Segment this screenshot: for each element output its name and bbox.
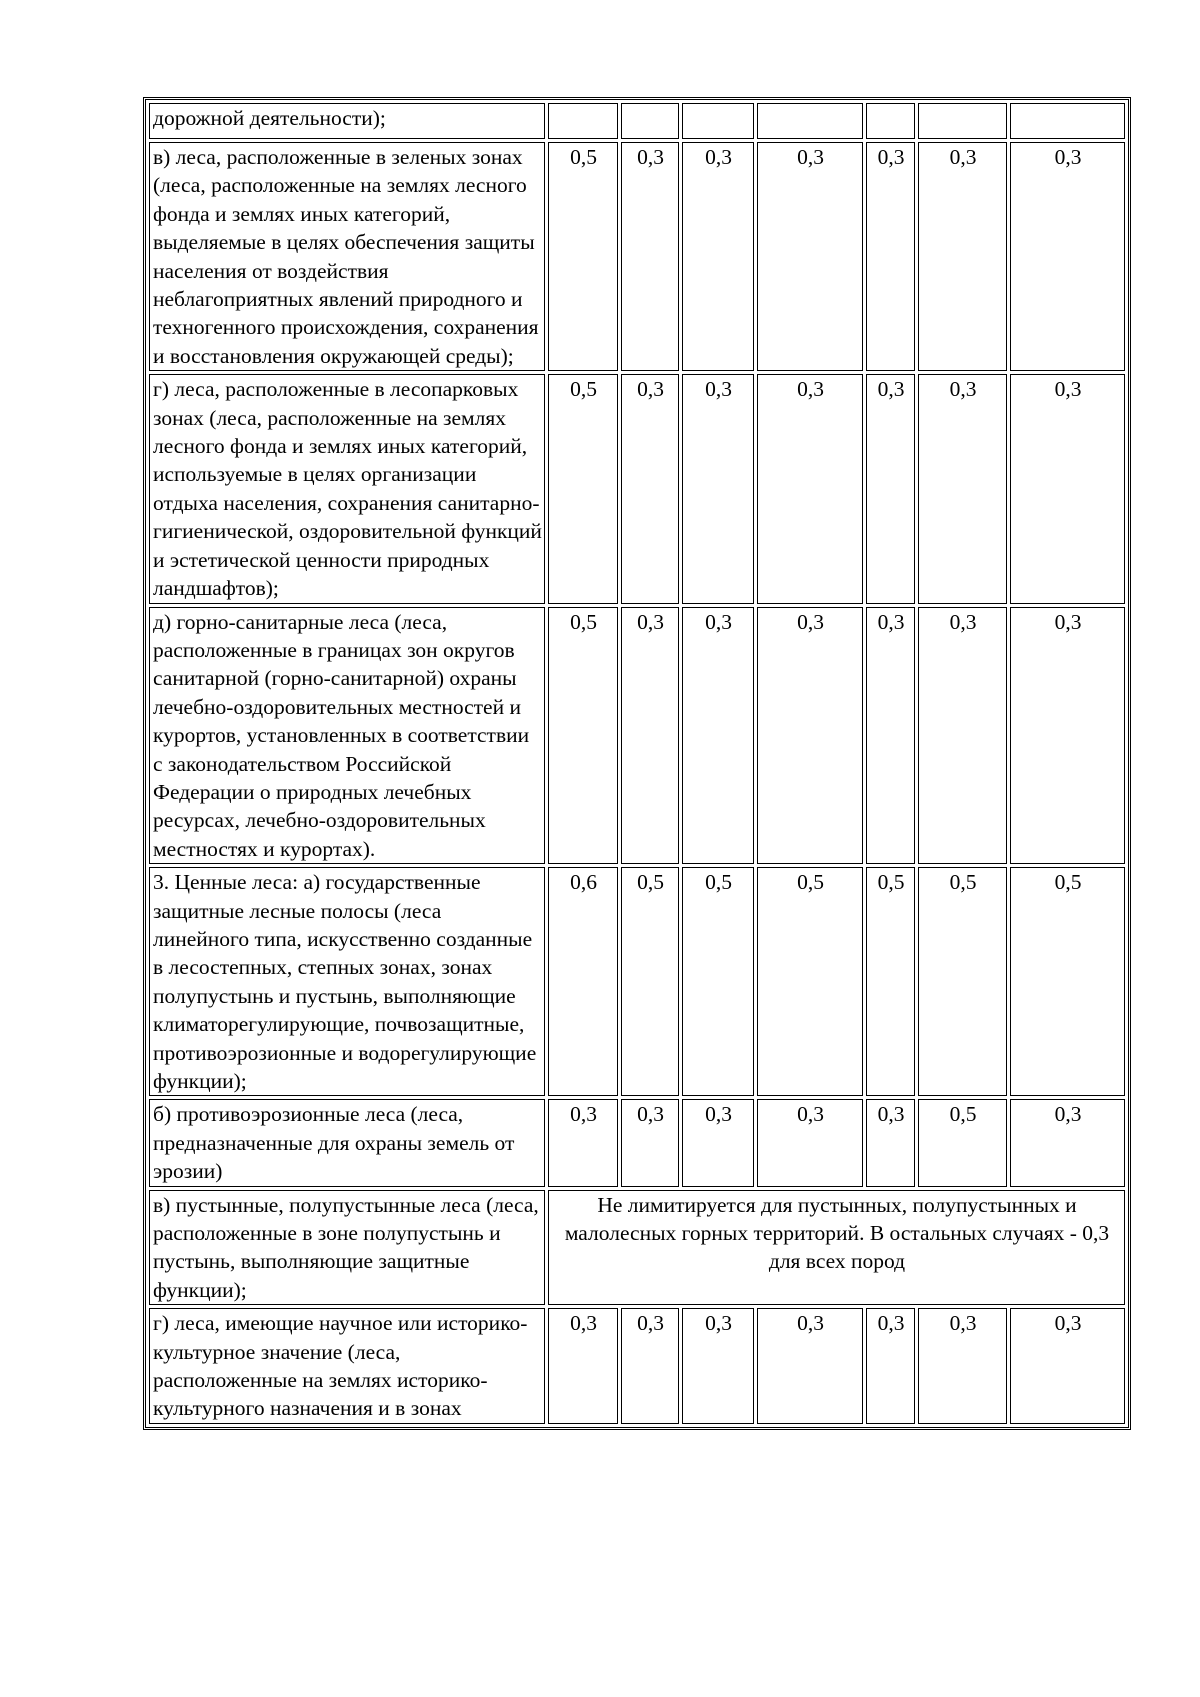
value-cell: 0,5 <box>918 867 1007 1096</box>
value-cell: 0,5 <box>621 867 679 1096</box>
value-cell: 0,3 <box>866 374 915 603</box>
value-cell: 0,3 <box>757 607 863 865</box>
value-cell: 0,3 <box>621 142 679 371</box>
value-cell <box>918 103 1007 139</box>
row-description: г) леса, имеющие научное или историко-культурное значение (леса, расположенные на землях историко-культурного назначения и в зонах <box>149 1308 545 1424</box>
value-cell <box>866 103 915 139</box>
value-cell: 0,3 <box>621 1099 679 1186</box>
value-cell: 0,3 <box>918 374 1007 603</box>
row-description: 3. Ценные леса: а) государственные защитные лесные полосы (леса линейного типа, искусственно созданные в лесостепных, степных зонах, зонах полупустынь и пустынь, выполняющие климаторегулирующие, почвозащитные, противоэрозионные и водорегулирующие функции); <box>149 867 545 1096</box>
value-cell: 0,3 <box>866 607 915 865</box>
table-row <box>149 867 1125 1096</box>
value-cell: 0,3 <box>1010 607 1125 865</box>
row-description: в) пустынные, полупустынные леса (леса, расположенные в зоне полупустынь и пустынь, выполняющие защитные функции); <box>149 1190 545 1306</box>
value-cell <box>548 103 618 139</box>
value-cell: 0,6 <box>548 867 618 1096</box>
value-cell: 0,5 <box>757 867 863 1096</box>
value-cell: 0,3 <box>621 607 679 865</box>
row-description: б) противоэрозионные леса (леса, предназначенные для охраны земель от эрозии) <box>149 1099 545 1186</box>
row-description: дорожной деятельности); <box>149 103 545 139</box>
row-description: д) горно-санитарные леса (леса, расположенные в границах зон округов санитарной (горно-санитарной) охраны лечебно-оздоровительных местностей и курортов, установленных в соответствии с законодательством Российской Федерации о природных лечебных ресурсах, лечебно-оздоровительных местностях и курортах). <box>149 607 545 865</box>
merged-value-cell: Не лимитируется для пустынных, полупустынных и малолесных горных территорий. В остальных случаях - 0,3 для всех пород <box>548 1190 1125 1306</box>
value-cell: 0,3 <box>1010 1308 1125 1424</box>
value-cell: 0,5 <box>548 374 618 603</box>
value-cell: 0,3 <box>757 1308 863 1424</box>
value-cell: 0,5 <box>918 1099 1007 1186</box>
table-row <box>149 103 1125 139</box>
value-cell: 0,3 <box>918 1308 1007 1424</box>
table-row <box>149 607 1125 865</box>
row-description: в) леса, расположенные в зеленых зонах (леса, расположенные на землях лесного фонда и землях иных категорий, выделяемые в целях обеспечения защиты населения от воздействия неблагоприятных явлений природного и техногенного происхождения, сохранения и восстановления окружающей среды); <box>149 142 545 371</box>
table-row <box>149 1190 1125 1306</box>
value-cell: 0,3 <box>682 142 754 371</box>
value-cell: 0,3 <box>918 607 1007 865</box>
value-cell: 0,5 <box>1010 867 1125 1096</box>
value-cell: 0,3 <box>682 1099 754 1186</box>
value-cell: 0,5 <box>548 142 618 371</box>
value-cell: 0,3 <box>866 1099 915 1186</box>
value-cell: 0,3 <box>757 1099 863 1186</box>
table-row <box>149 1308 1125 1424</box>
value-cell: 0,3 <box>757 142 863 371</box>
value-cell: 0,3 <box>1010 142 1125 371</box>
value-cell: 0,5 <box>866 867 915 1096</box>
value-cell: 0,3 <box>621 374 679 603</box>
value-cell: 0,3 <box>682 607 754 865</box>
value-cell: 0,3 <box>918 142 1007 371</box>
value-cell: 0,3 <box>621 1308 679 1424</box>
value-cell: 0,3 <box>682 374 754 603</box>
value-cell: 0,5 <box>682 867 754 1096</box>
value-cell <box>1010 103 1125 139</box>
row-description: г) леса, расположенные в лесопарковых зонах (леса, расположенные на землях лесного фонда и землях иных категорий, используемые в целях организации отдыха населения, сохранения санитарно-гигиенической, оздоровительной функций и эстетической ценности природных ландшафтов); <box>149 374 545 603</box>
value-cell <box>682 103 754 139</box>
norms-table <box>143 97 1131 1430</box>
table-row <box>149 142 1125 371</box>
table-row <box>149 1099 1125 1186</box>
value-cell: 0,3 <box>757 374 863 603</box>
value-cell: 0,5 <box>548 607 618 865</box>
value-cell: 0,3 <box>1010 374 1125 603</box>
value-cell: 0,3 <box>548 1099 618 1186</box>
value-cell <box>757 103 863 139</box>
value-cell: 0,3 <box>548 1308 618 1424</box>
value-cell: 0,3 <box>1010 1099 1125 1186</box>
table-row <box>149 374 1125 603</box>
value-cell: 0,3 <box>866 1308 915 1424</box>
value-cell <box>621 103 679 139</box>
value-cell: 0,3 <box>866 142 915 371</box>
value-cell: 0,3 <box>682 1308 754 1424</box>
